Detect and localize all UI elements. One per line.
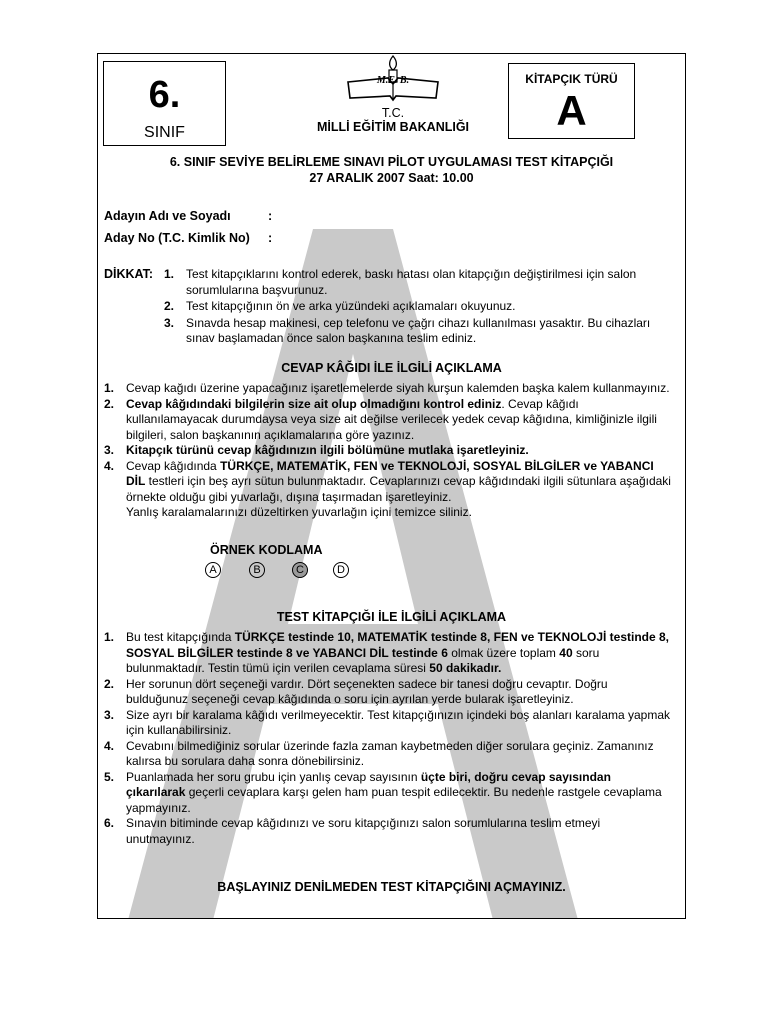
- booklet-info-list: [104, 630, 672, 847]
- booklet-type-label: KİTAPÇIK TÜRÜ: [525, 72, 618, 86]
- list-item: 3. Size ayrı bir karalama kâğıdı verilmeyecektir. Test kitapçığınızın içindeki boş alanları karalama yapmak için kullanabilirsiniz.: [104, 707, 671, 737]
- ministry-label: MİLLİ EĞİTİM BAKANLIĞI: [316, 120, 470, 134]
- candidate-name-label: Adayın Adı ve Soyadı: [104, 209, 231, 223]
- attention-item: 3. Sınavda hesap makinesi, cep telefonu ve çağrı cihazı kullanılması yasaktır. Bu cihazları sınav başlamadan önce salon başkanına teslim ediniz.: [164, 315, 651, 345]
- answer-sheet-list: [104, 381, 672, 521]
- list-item: 5. Puanlamada her soru grubu için yanlış cevap sayısının üçte biri, doğru cevap sayısından çıkarılarak geçerli cevaplara karşı gelen ham puan tespit edilecektir. Bu nedenle rastgele cevaplama yapmayınız.: [104, 769, 662, 815]
- candidate-name-colon: :: [268, 209, 273, 223]
- example-bubble-b: B: [249, 562, 265, 578]
- attention-item: 1. Test kitapçıklarını kontrol ederek, baskı hatası olan kitapçığın değiştirilmesi için salon sorumlularına başvurunuz.: [164, 267, 637, 297]
- grade-word: SINIF: [144, 124, 185, 141]
- example-coding-label: ÖRNEK KODLAMA: [210, 543, 323, 557]
- example-bubble-c: C: [292, 562, 308, 578]
- list-item: 3. Kitapçık türünü cevap kâğıdınızın ilgili bölümüne mutlaka işaretleyiniz.: [104, 443, 529, 457]
- footer-warning: BAŞLAYINIZ DENİLMEDEN TEST KİTAPÇIĞINI AÇMAYINIZ.: [217, 880, 566, 894]
- exam-title: 6. SINIF SEVİYE BELİRLEME SINAVI PİLOT UYGULAMASI TEST KİTAPÇIĞI: [169, 155, 614, 169]
- booklet-type-box: [508, 63, 635, 139]
- booklet-cover: [97, 53, 686, 919]
- answer-sheet-heading: CEVAP KÂĞIDI İLE İLGİLİ AÇIKLAMA: [281, 361, 502, 375]
- candidate-id-label: Aday No (T.C. Kimlik No): [104, 231, 250, 245]
- example-bubble-d: D: [333, 562, 349, 578]
- exam-date: 27 ARALIK 2007 Saat: 10.00: [309, 171, 474, 185]
- list-item: 2. Her sorunun dört seçeneği vardır. Dört seçenekten sadece bir tanesi doğru cevaptır. Doğru bulduğunuz seçeneği cevap kâğıdında o soru için ayrılan yerde bularak işaretleyiniz.: [104, 676, 608, 706]
- country-label: T.C.: [381, 106, 405, 120]
- grade-box: [103, 61, 226, 146]
- list-item: 4. Cevabını bilmediğiniz sorular üzerinde fazla zaman kaybetmeden diğer sorulara geçiniz. Zamanınız kalırsa bu sorulara daha sonra dönebilirsiniz.: [104, 738, 654, 768]
- example-bubble-a: A: [205, 562, 221, 578]
- list-item-continuation: Yanlış karalamalarınızı düzeltirken yuvarlağın içini temizce siliniz.: [126, 505, 472, 519]
- emblem-text: M.E. B.: [376, 75, 410, 86]
- candidate-id-colon: :: [268, 231, 273, 245]
- list-item: 4. Cevap kâğıdında TÜRKÇE, MATEMATİK, FEN ve TEKNOLOJİ, SOSYAL BİLGİLER ve YABANCI DİL testleri için beş ayrı sütun bulunmaktadır. Cevaplarınızı cevap kâğıdındaki ilgili sütunlara aşağıdaki örnekte olduğu gibi yuvarlağı, dışına taşırmadan işaretleyiniz.: [104, 458, 671, 504]
- booklet-type-letter: A: [556, 87, 587, 134]
- booklet-info-heading: TEST KİTAPÇIĞI İLE İLGİLİ AÇIKLAMA: [276, 610, 507, 624]
- attention-list: [164, 267, 654, 347]
- list-item: 1. Cevap kağıdı üzerine yapacağınız işaretlemelerde siyah kurşun kalemden başka kalem kullanmayınız.: [104, 381, 670, 395]
- list-item: 1. Bu test kitapçığında TÜRKÇE testinde 10, MATEMATİK testinde 8, FEN ve TEKNOLOJİ testinde 8, SOSYAL BİLGİLER testinde 8 ve YABANCI DİL testinde 6 olmak üzere toplam 40 soru bulunmaktadır. Testin tümü için verilen cevaplama süresi 50 dakikadır.: [104, 630, 670, 675]
- list-item: 6. Sınavın bitiminde cevap kâğıdınızı ve soru kitapçığınızı salon sorumlularına teslim etmeyi unutmayınız.: [104, 816, 601, 846]
- attention-item: 2. Test kitapçığının ön ve arka yüzündeki açıklamaları okuyunuz.: [164, 299, 516, 313]
- attention-label: DİKKAT:: [104, 267, 154, 281]
- grade-number: 6.: [148, 74, 181, 116]
- list-item: 2. Cevap kâğıdındaki bilgilerin size ait olup olmadığını kontrol ediniz. Cevap kâğıdı kullanılamayacak durumdaysa veya size ait değilse verilecek yedek cevap kâğıdına, kimliğinizle ilgili bilgileri, salon başkanının açıklamalarına göre yazınız.: [104, 396, 657, 442]
